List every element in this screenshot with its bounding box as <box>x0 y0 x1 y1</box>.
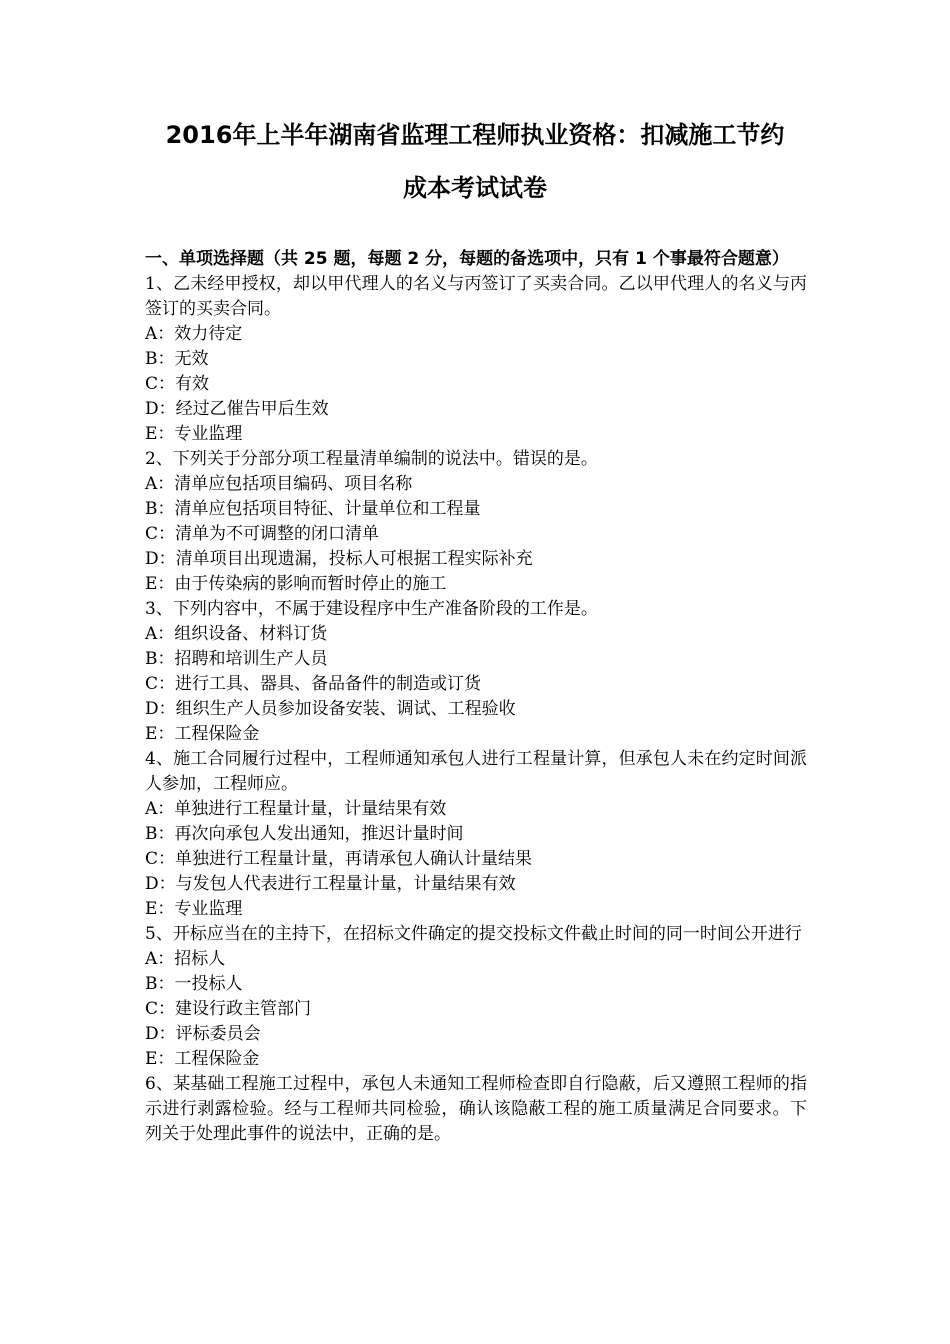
document-body <box>145 247 807 1147</box>
question-5-option-c: C：建设行政主管部门 <box>145 999 312 1019</box>
question-2-option-d: D：清单项目出现遗漏，投标人可根据工程实际补充 <box>145 549 533 569</box>
question-1-option-d: D：经过乙催告甲后生效 <box>145 399 329 419</box>
question-2: 2、下列关于分部分项工程量清单编制的说法中。错误的是。 <box>145 449 598 469</box>
question-3-option-b: B：招聘和培训生产人员 <box>145 649 328 669</box>
question-2-option-b: B：清单应包括项目特征、计量单位和工程量 <box>145 499 481 519</box>
question-5-option-d: D：评标委员会 <box>145 1024 261 1044</box>
question-4-option-d: D：与发包人代表进行工程量计量，计量结果有效 <box>145 874 516 894</box>
question-3-option-a: A：组织设备、材料订货 <box>145 624 328 644</box>
question-1-option-a: A：效力待定 <box>145 324 243 344</box>
question-3: 3、下列内容中，不属于建设程序中生产准备阶段的工作是。 <box>145 599 598 619</box>
question-1-option-c: C：有效 <box>145 374 210 394</box>
question-3-option-c: C：进行工具、器具、备品备件的制造或订货 <box>145 674 482 694</box>
question-5-option-e: E：工程保险金 <box>145 1049 260 1069</box>
document-title-line-1: 2016年上半年湖南省监理工程师执业资格：扣减施工节约 <box>165 121 785 149</box>
question-1-option-e: E：专业监理 <box>145 424 243 444</box>
question-3-option-d: D：组织生产人员参加设备安装、调试、工程验收 <box>145 699 516 719</box>
question-4-option-e: E：专业监理 <box>145 899 243 919</box>
question-5: 5、开标应当在的主持下，在招标文件确定的提交投标文件截止时间的同一时间公开进行 <box>145 924 802 944</box>
section-header: 一、单项选择题（共 25 题，每题 2 分，每题的备选项中，只有 1 个事最符合题意） <box>145 249 789 269</box>
document-title-line-2: 成本考试试卷 <box>403 174 547 202</box>
question-5-option-b: B：一投标人 <box>145 974 243 994</box>
question-5-option-a: A：招标人 <box>145 949 226 969</box>
question-1: 1、乙未经甲授权，却以甲代理人的名义与丙签订了买卖合同。乙以甲代理人的名义与丙签订的买卖合同。 <box>145 274 807 319</box>
question-4-option-c: C：单独进行工程量计量，再请承包人确认计量结果 <box>145 849 533 869</box>
question-1-option-b: B：无效 <box>145 349 209 369</box>
question-2-option-a: A：清单应包括项目编码、项目名称 <box>145 474 413 494</box>
question-4-option-a: A：单独进行工程量计量，计量结果有效 <box>145 799 447 819</box>
question-2-option-c: C：清单为不可调整的闭口清单 <box>145 524 380 544</box>
question-6: 6、某基础工程施工过程中，承包人未通知工程师检查即自行隐蔽，后又遵照工程师的指示进行剥露检验。经与工程师共同检验，确认该隐蔽工程的施工质量满足合同要求。下列关于处理此事件的说法中，正确的是。 <box>145 1074 807 1144</box>
question-4: 4、施工合同履行过程中，工程师通知承包人进行工程量计算，但承包人未在约定时间派人参加，工程师应。 <box>145 749 807 794</box>
question-4-option-b: B：再次向承包人发出通知，推迟计量时间 <box>145 824 464 844</box>
question-2-option-e: E：由于传染病的影响而暂时停止的施工 <box>145 574 447 594</box>
question-3-option-e: E：工程保险金 <box>145 724 260 744</box>
